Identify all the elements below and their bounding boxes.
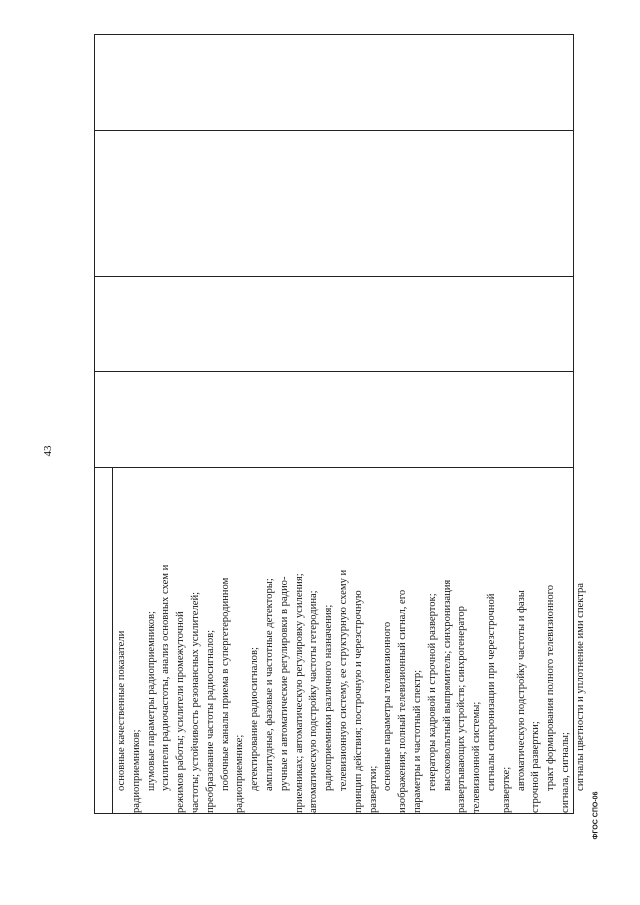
content-line: тракт формирования полного телевизионного	[545, 585, 557, 791]
content-line: радиоприемников;	[130, 729, 142, 813]
content-cell	[115, 467, 586, 813]
page-number: 43	[42, 445, 54, 457]
content-line: шумовые параметры радиоприемников;	[145, 611, 157, 791]
content-line: параметры и частотный спектр;	[411, 669, 423, 813]
footer-code: ФГОС СПО-06	[592, 791, 600, 840]
content-line: преобразование частоты радиосигналов;	[204, 629, 216, 813]
content-line: сигналы синхронизации при черезстрочной	[485, 593, 497, 791]
content-line: частоты; устойчивость резонансных усилителей;	[189, 591, 201, 813]
content-line: генераторы кадровой и строчной разверток;	[426, 593, 438, 791]
content-line: основные качественные показатели	[116, 630, 127, 791]
content-line: ручные и автоматические регулировки в радио-	[278, 576, 290, 791]
content-line: побочные каналы приема в супергетеродинном	[219, 577, 231, 791]
content-line: строчной развертки;	[530, 721, 542, 813]
content-line: приемниках; автоматическую регулировку усиления;	[293, 573, 305, 813]
content-line: усилители радиочастоты, анализ основных схем и	[160, 564, 172, 791]
content-line: детектирование радиосигналов;	[249, 647, 261, 791]
content-line: телевизионную систему, ее структурную схему и	[337, 569, 349, 791]
content-line: развертке;	[500, 766, 512, 813]
content-line: радиоприемники различного назначения;	[323, 604, 335, 791]
content-line: амплитудные, фазовые и частотные детекторы;	[263, 578, 275, 791]
content-line: развертывающих устройств; синхрогенератор	[456, 606, 468, 813]
content-line: автоматическую подстройку частоты гетеродина;	[308, 590, 320, 813]
content-line: высоковольтный выпрямитель; синхронизация	[441, 579, 453, 791]
content-line: сигнала, сигналы;	[559, 732, 571, 813]
content-line: режимов работы; усилители промежуточной	[175, 611, 187, 813]
content-line: автоматическую подстройку частоты и фазы	[515, 590, 527, 791]
content-line: основные параметры телевизионного	[382, 621, 394, 791]
content-line: принцип действия; построчную и черезстрочную	[352, 590, 364, 813]
content-line: телевизионной системы;	[471, 701, 483, 813]
content-lines	[115, 467, 586, 813]
content-line: радиоприемнике;	[234, 734, 246, 813]
content-line: изображения; полный телевизионный сигнал, его	[397, 589, 409, 813]
content-line: развертки;	[367, 765, 379, 813]
content-line: сигналы цветности и уплотнение ими спектра	[574, 582, 586, 791]
